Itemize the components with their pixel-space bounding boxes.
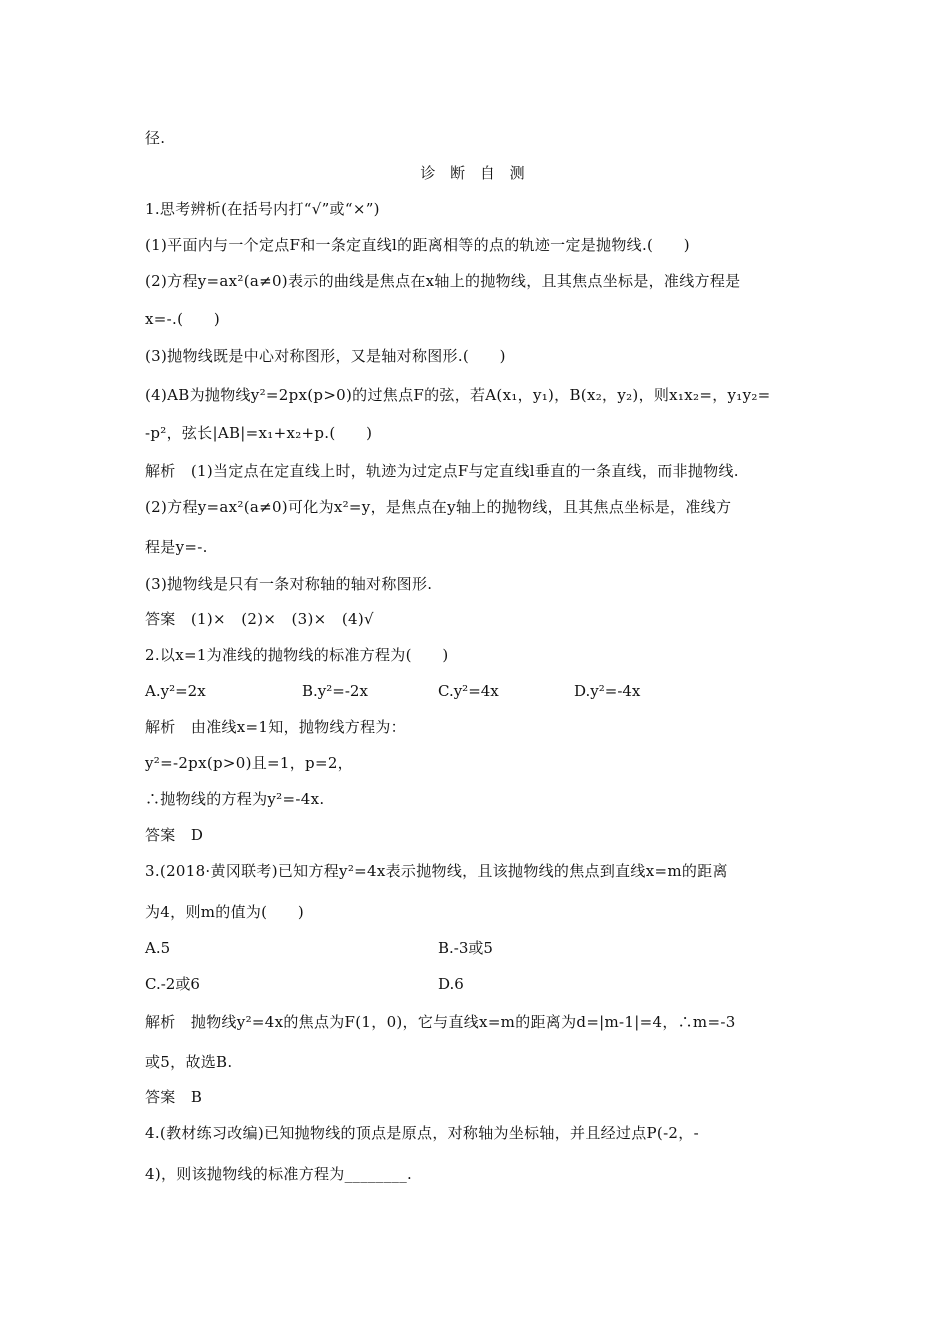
- answer-line: 答案 (1)× (2)× (3)× (4)√: [145, 610, 374, 628]
- question-3-title: 3.(2018·黄冈联考)已知方程y²=4x表示抛物线，且该抛物线的焦点到直线x=m的距离: [145, 862, 728, 880]
- answer-line: 答案 D: [145, 826, 204, 844]
- question-1-item-2-cont: x=-.( ): [145, 310, 220, 328]
- analysis-line: 解析 由准线x=1知，抛物线方程为：: [145, 718, 406, 736]
- analysis-line: ∴抛物线的方程为y²=-4x.: [145, 790, 325, 808]
- q2-option-d: D.y²=-4x: [574, 682, 641, 700]
- q3-option-b: B.-3或5: [438, 939, 493, 957]
- question-2-title: 2.以x=1为准线的抛物线的标准方程为( ): [145, 646, 449, 664]
- question-1-item-2: (2)方程y=ax²(a≠0)表示的曲线是焦点在x轴上的抛物线，且其焦点坐标是，准线方程是: [145, 272, 741, 290]
- q3-option-d: D.6: [438, 975, 464, 993]
- section-title: 诊 断 自 测: [420, 164, 530, 182]
- question-1-item-3: (3)抛物线既是中心对称图形，又是轴对称图形.( ): [145, 347, 506, 365]
- q2-option-c: C.y²=4x: [438, 682, 499, 700]
- analysis-line: 程是y=-.: [145, 538, 208, 556]
- analysis-line: (3)抛物线是只有一条对称轴的轴对称图形.: [145, 575, 433, 593]
- analysis-line: (2)方程y=ax²(a≠0)可化为x²=y，是焦点在y轴上的抛物线，且其焦点坐标是，准线方: [145, 498, 732, 516]
- question-1-item-4-cont: -p²，弦长|AB|=x₁+x₂+p.( ): [145, 424, 373, 442]
- answer-line: 答案 B: [145, 1088, 203, 1106]
- q3-option-a: A.5: [145, 939, 171, 957]
- q2-option-a: A.y²=2x: [145, 682, 206, 700]
- question-1-item-4: (4)AB为抛物线y²=2px(p>0)的过焦点F的弦，若A(x₁，y₁)，B(x₂，y₂)，则x₁x₂=，y₁y₂=: [145, 386, 771, 404]
- question-1-title: 1.思考辨析(在括号内打“√”或“×”): [145, 200, 380, 218]
- question-1-item-1: (1)平面内与一个定点F和一条定直线l的距离相等的点的轨迹一定是抛物线.( ): [145, 236, 690, 254]
- text-line: 径.: [145, 129, 166, 147]
- analysis-line: y²=-2px(p>0)且=1，p=2，: [145, 754, 353, 772]
- q3-option-c: C.-2或6: [145, 975, 200, 993]
- question-4-title-cont: 4)，则该抛物线的标准方程为________.: [145, 1165, 413, 1183]
- q2-option-b: B.y²=-2x: [302, 682, 368, 700]
- analysis-line: 解析 抛物线y²=4x的焦点为F(1，0)，它与直线x=m的距离为d=|m-1|=4，∴m=-3: [145, 1013, 736, 1031]
- analysis-line: 解析 (1)当定点在定直线上时，轨迹为过定点F与定直线l垂直的一条直线，而非抛物线.: [145, 462, 739, 480]
- question-4-title: 4.(教材练习改编)已知抛物线的顶点是原点，对称轴为坐标轴，并且经过点P(-2，-: [145, 1124, 699, 1142]
- analysis-line: 或5，故选B.: [145, 1053, 233, 1071]
- question-3-title-cont: 为4，则m的值为( ): [145, 903, 305, 921]
